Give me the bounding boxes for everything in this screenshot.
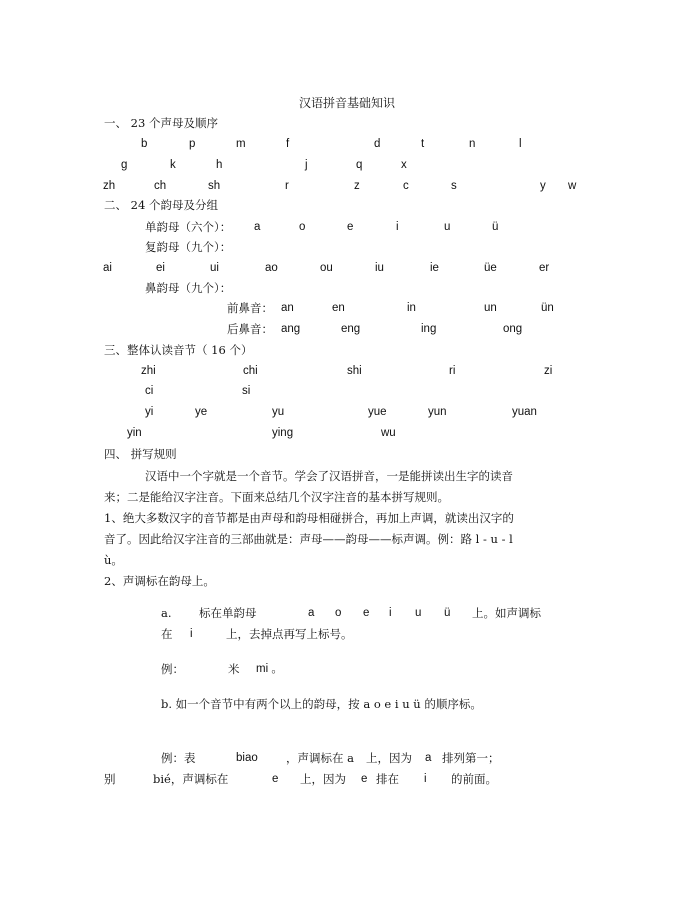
final: u	[444, 221, 451, 233]
paragraph-line: 汉语中一个字就是一个音节。学会了汉语拼音，一是能拼读出生字的读音	[145, 469, 513, 483]
initial: j	[305, 159, 308, 171]
single-finals-label: 单韵母（六个）：	[145, 220, 232, 234]
back-nasal-label: 后鼻音：	[227, 322, 273, 336]
final: ün	[541, 302, 554, 314]
vowel: a	[308, 607, 315, 619]
example-3-mid: 上，因为	[300, 772, 346, 786]
rule-a-tail: 上。如声调标	[472, 606, 541, 620]
nasal-finals-label: 鼻韵母（九个）：	[145, 281, 232, 295]
initial: z	[354, 180, 360, 192]
syllable: yi	[145, 406, 154, 418]
example-3-e2: e	[361, 773, 368, 785]
example-char: 米	[228, 662, 240, 676]
final: ing	[421, 323, 437, 335]
final: a	[254, 221, 261, 233]
example-2-a: a	[425, 752, 432, 764]
initial: p	[189, 138, 196, 150]
syllable: ri	[449, 365, 456, 377]
syllable: yin	[127, 427, 142, 439]
syllable: zhi	[141, 365, 156, 377]
syllable: chi	[243, 365, 258, 377]
section-4-heading: 四、 拼写规则	[104, 447, 177, 461]
vowel: i	[190, 628, 193, 640]
initial: r	[285, 180, 289, 192]
initial: l	[519, 138, 522, 150]
syllable: yue	[368, 406, 387, 418]
final: in	[407, 302, 416, 314]
initial: m	[236, 138, 246, 150]
rule-a-text: 标在单韵母	[199, 606, 257, 620]
section-1-heading: 一、 23 个声母及顺序	[104, 116, 218, 130]
rule-1-line: 音了。因此给汉字注音的三部曲就是：声母——韵母——标声调。例：路 l - u - l	[104, 532, 513, 546]
rule-a-prefix: a.	[161, 606, 172, 620]
paragraph-line: 来；二是能给汉字注音。下面来总结几个汉字注音的基本拼写规则。	[104, 490, 449, 504]
vowel: i	[389, 607, 392, 619]
final: iu	[375, 262, 384, 274]
example-3-tail: 的前面。	[451, 772, 497, 786]
initial: t	[421, 138, 425, 150]
final: e	[347, 221, 354, 233]
syllable: ci	[145, 385, 154, 397]
initial: h	[216, 159, 223, 171]
example-3-i: i	[424, 773, 427, 785]
section-2-heading: 二、 24 个韵母及分组	[104, 198, 218, 212]
page-title: 汉语拼音基础知识	[299, 96, 396, 110]
rule-b: b. 如一个音节中有两个以上的韵母，按 a o e i u ü 的顺序标。	[161, 697, 482, 711]
final: ei	[156, 262, 165, 274]
example-pinyin: mi 。	[256, 663, 283, 675]
rule-a-zai: 在	[161, 627, 173, 641]
front-nasal-label: 前鼻音：	[227, 301, 273, 315]
final: ui	[210, 262, 219, 274]
syllable: yuan	[512, 406, 537, 418]
final: ang	[281, 323, 301, 335]
compound-finals-label: 复韵母（九个）：	[145, 240, 232, 254]
syllable: yu	[272, 406, 285, 418]
final: ie	[430, 262, 439, 274]
final: en	[332, 302, 345, 314]
initial: zh	[103, 180, 116, 192]
vowel: u	[415, 607, 422, 619]
final: eng	[341, 323, 361, 335]
initial: y	[540, 180, 546, 192]
syllable: ying	[272, 427, 294, 439]
initial: c	[403, 180, 409, 192]
example-2-pinyin: biao	[236, 752, 258, 764]
rule-1-line: 1、绝大多数汉字的音节都是由声母和韵母相碰拼合，再加上声调，就读出汉字的	[104, 511, 514, 525]
example-2-mid: ，声调标在 a	[286, 751, 355, 765]
example-3-e: e	[272, 773, 279, 785]
syllable: yun	[428, 406, 447, 418]
example-3-paizai: 排在	[376, 772, 399, 786]
syllable: ye	[195, 406, 208, 418]
example-3-pinyin: bié，声调标在	[153, 772, 229, 786]
syllable: wu	[381, 427, 396, 439]
initial: s	[451, 180, 457, 192]
initial: k	[170, 159, 176, 171]
final: üe	[484, 262, 497, 274]
initial: x	[401, 159, 407, 171]
section-3-heading: 三、整体认读音节（ 16 个）	[104, 343, 253, 357]
final: o	[299, 221, 306, 233]
initial: d	[374, 138, 381, 150]
vowel: o	[335, 607, 342, 619]
rule-a-tail-2: 上，去掉点再写上标号。	[226, 627, 353, 641]
example-3-bie: 别	[104, 772, 116, 786]
initial: q	[356, 159, 363, 171]
initial: n	[469, 138, 476, 150]
final: an	[281, 302, 294, 314]
syllable: si	[242, 385, 251, 397]
example-2-tail-2: 排列第一；	[442, 751, 500, 765]
final: er	[539, 262, 550, 274]
initial: g	[121, 159, 128, 171]
initial: sh	[208, 180, 221, 192]
example-2-tail-1: 上，因为	[366, 751, 412, 765]
final: ou	[320, 262, 333, 274]
final: ü	[492, 221, 499, 233]
rule-2: 2、声调标在韵母上。	[104, 574, 215, 588]
initial: b	[141, 138, 148, 150]
vowel: e	[363, 607, 370, 619]
example-2-label: 例：表	[161, 751, 196, 765]
syllable: zi	[544, 365, 553, 377]
final: ai	[103, 262, 112, 274]
final: un	[484, 302, 497, 314]
syllable: shi	[347, 365, 362, 377]
rule-1-line: ù。	[104, 553, 123, 567]
initial: w	[568, 180, 577, 192]
initial: f	[286, 138, 290, 150]
final: ong	[503, 323, 523, 335]
example-label: 例：	[161, 662, 184, 676]
final: ao	[265, 262, 278, 274]
vowel: ü	[444, 607, 451, 619]
initial: ch	[154, 180, 167, 192]
final: i	[396, 221, 399, 233]
